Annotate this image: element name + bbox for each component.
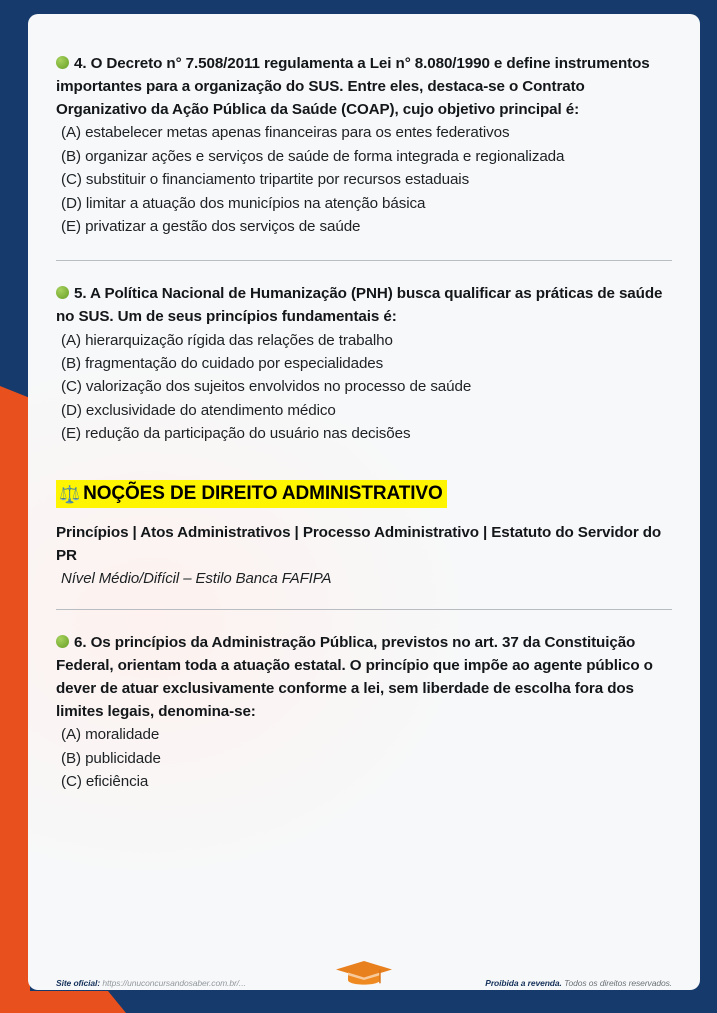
question-number-4: 4. (74, 55, 87, 72)
alternative-4-c[interactable]: (C) substituir o financiamento tripartite por recursos estaduais (61, 171, 470, 189)
alternative-4-a[interactable]: (A) estabelecer metas apenas financeiras para os entes federativos (61, 124, 510, 142)
question-text-4: O Decreto n° 7.508/2011 regulamenta a Lei n° 8.080/1990 e define instrumentos importantes para a organização do SUS. Entre eles, destaca-se o Contrato Organizativo da Ação Pública da Saúde (COAP), cujo objetivo principal é: (56, 55, 650, 119)
footer-site-label: Site oficial: (56, 978, 101, 988)
footer-rights-info (485, 978, 672, 988)
section-level: Nível Médio/Difícil – Estilo Banca FAFIPA (61, 569, 332, 587)
footer-resale-notice: Proibida a revenda. (485, 978, 562, 988)
alternative-5-a[interactable]: (A) hierarquização rígida das relações de trabalho (61, 331, 393, 349)
footer-site-info (56, 978, 246, 988)
section-heading-block (56, 480, 672, 587)
green-dot-icon (56, 56, 69, 69)
alternative-6-b[interactable]: (B) publicidade (61, 749, 161, 767)
question-block-5 (56, 282, 672, 445)
alternative-5-c[interactable]: (C) valorização dos sujeitos envolvidos no processo de saúde (61, 378, 472, 396)
document-card (28, 14, 700, 990)
question-stem-4 (56, 52, 672, 121)
alternatives-list-5 (56, 329, 672, 446)
alternatives-list-6 (56, 723, 672, 793)
alternative-6-c[interactable]: (C) eficiência (61, 773, 149, 791)
footer-row (28, 956, 700, 990)
question-block-4 (56, 52, 672, 238)
footer-rights-notice: Todos os direitos reservados. (564, 978, 672, 988)
alternative-4-e[interactable]: (E) privatizar a gestão dos serviços de saúde (61, 217, 361, 235)
question-text-6: Os princípios da Administração Pública, previstos no art. 37 da Constituição Federal, orientam toda a atuação estatal. O princípio que impõe ao agente público o dever de atuar exclusivamente conforme a lei, sem liberdade de escolha fora dos limites legais, denomina-se: (56, 633, 653, 721)
section-title-highlight (56, 480, 447, 509)
question-block-6 (56, 631, 672, 794)
frame-accent-orange-left (0, 398, 30, 1013)
section-divider-1 (56, 260, 672, 261)
alternatives-list-4 (56, 121, 672, 238)
alternative-5-b[interactable]: (B) fragmentação do cuidado por especialidades (61, 354, 384, 372)
section-title-text: NOÇÕES DE DIREITO ADMINISTRATIVO (83, 482, 443, 504)
green-dot-icon (56, 286, 69, 299)
alternative-5-e[interactable]: (E) redução da participação do usuário nas decisões (61, 425, 411, 443)
section-topics: Princípios | Atos Administrativos | Processo Administrativo | Estatuto do Servidor do PR (56, 524, 662, 565)
green-dot-icon (56, 635, 69, 648)
document-content (28, 14, 700, 990)
question-number-5: 5. (74, 285, 87, 303)
question-number-6: 6. (74, 633, 87, 651)
footer-site-url[interactable]: https://unuconcursandosaber.com.br/... (102, 978, 246, 988)
frame-accent-orange-bottom (0, 991, 108, 1013)
alternative-5-d[interactable]: (D) exclusividade do atendimento médico (61, 401, 336, 419)
graduation-cap-icon (334, 960, 394, 986)
section-divider-2 (56, 609, 672, 610)
question-stem-6 (56, 631, 672, 723)
question-text-5: A Política Nacional de Humanização (PNH) busca qualificar as práticas de saúde no SUS. Um de seus princípios fundamentais é: (56, 285, 663, 326)
question-stem-5 (56, 282, 672, 328)
balance-scales-icon: ⚖️ (59, 484, 81, 504)
alternative-4-d[interactable]: (D) limitar a atuação dos municípios na atenção básica (61, 194, 426, 212)
alternative-6-a[interactable]: (A) moralidade (61, 726, 160, 744)
document-footer (28, 956, 700, 990)
alternative-4-b[interactable]: (B) organizar ações e serviços de saúde de forma integrada e regionalizada (61, 147, 565, 165)
